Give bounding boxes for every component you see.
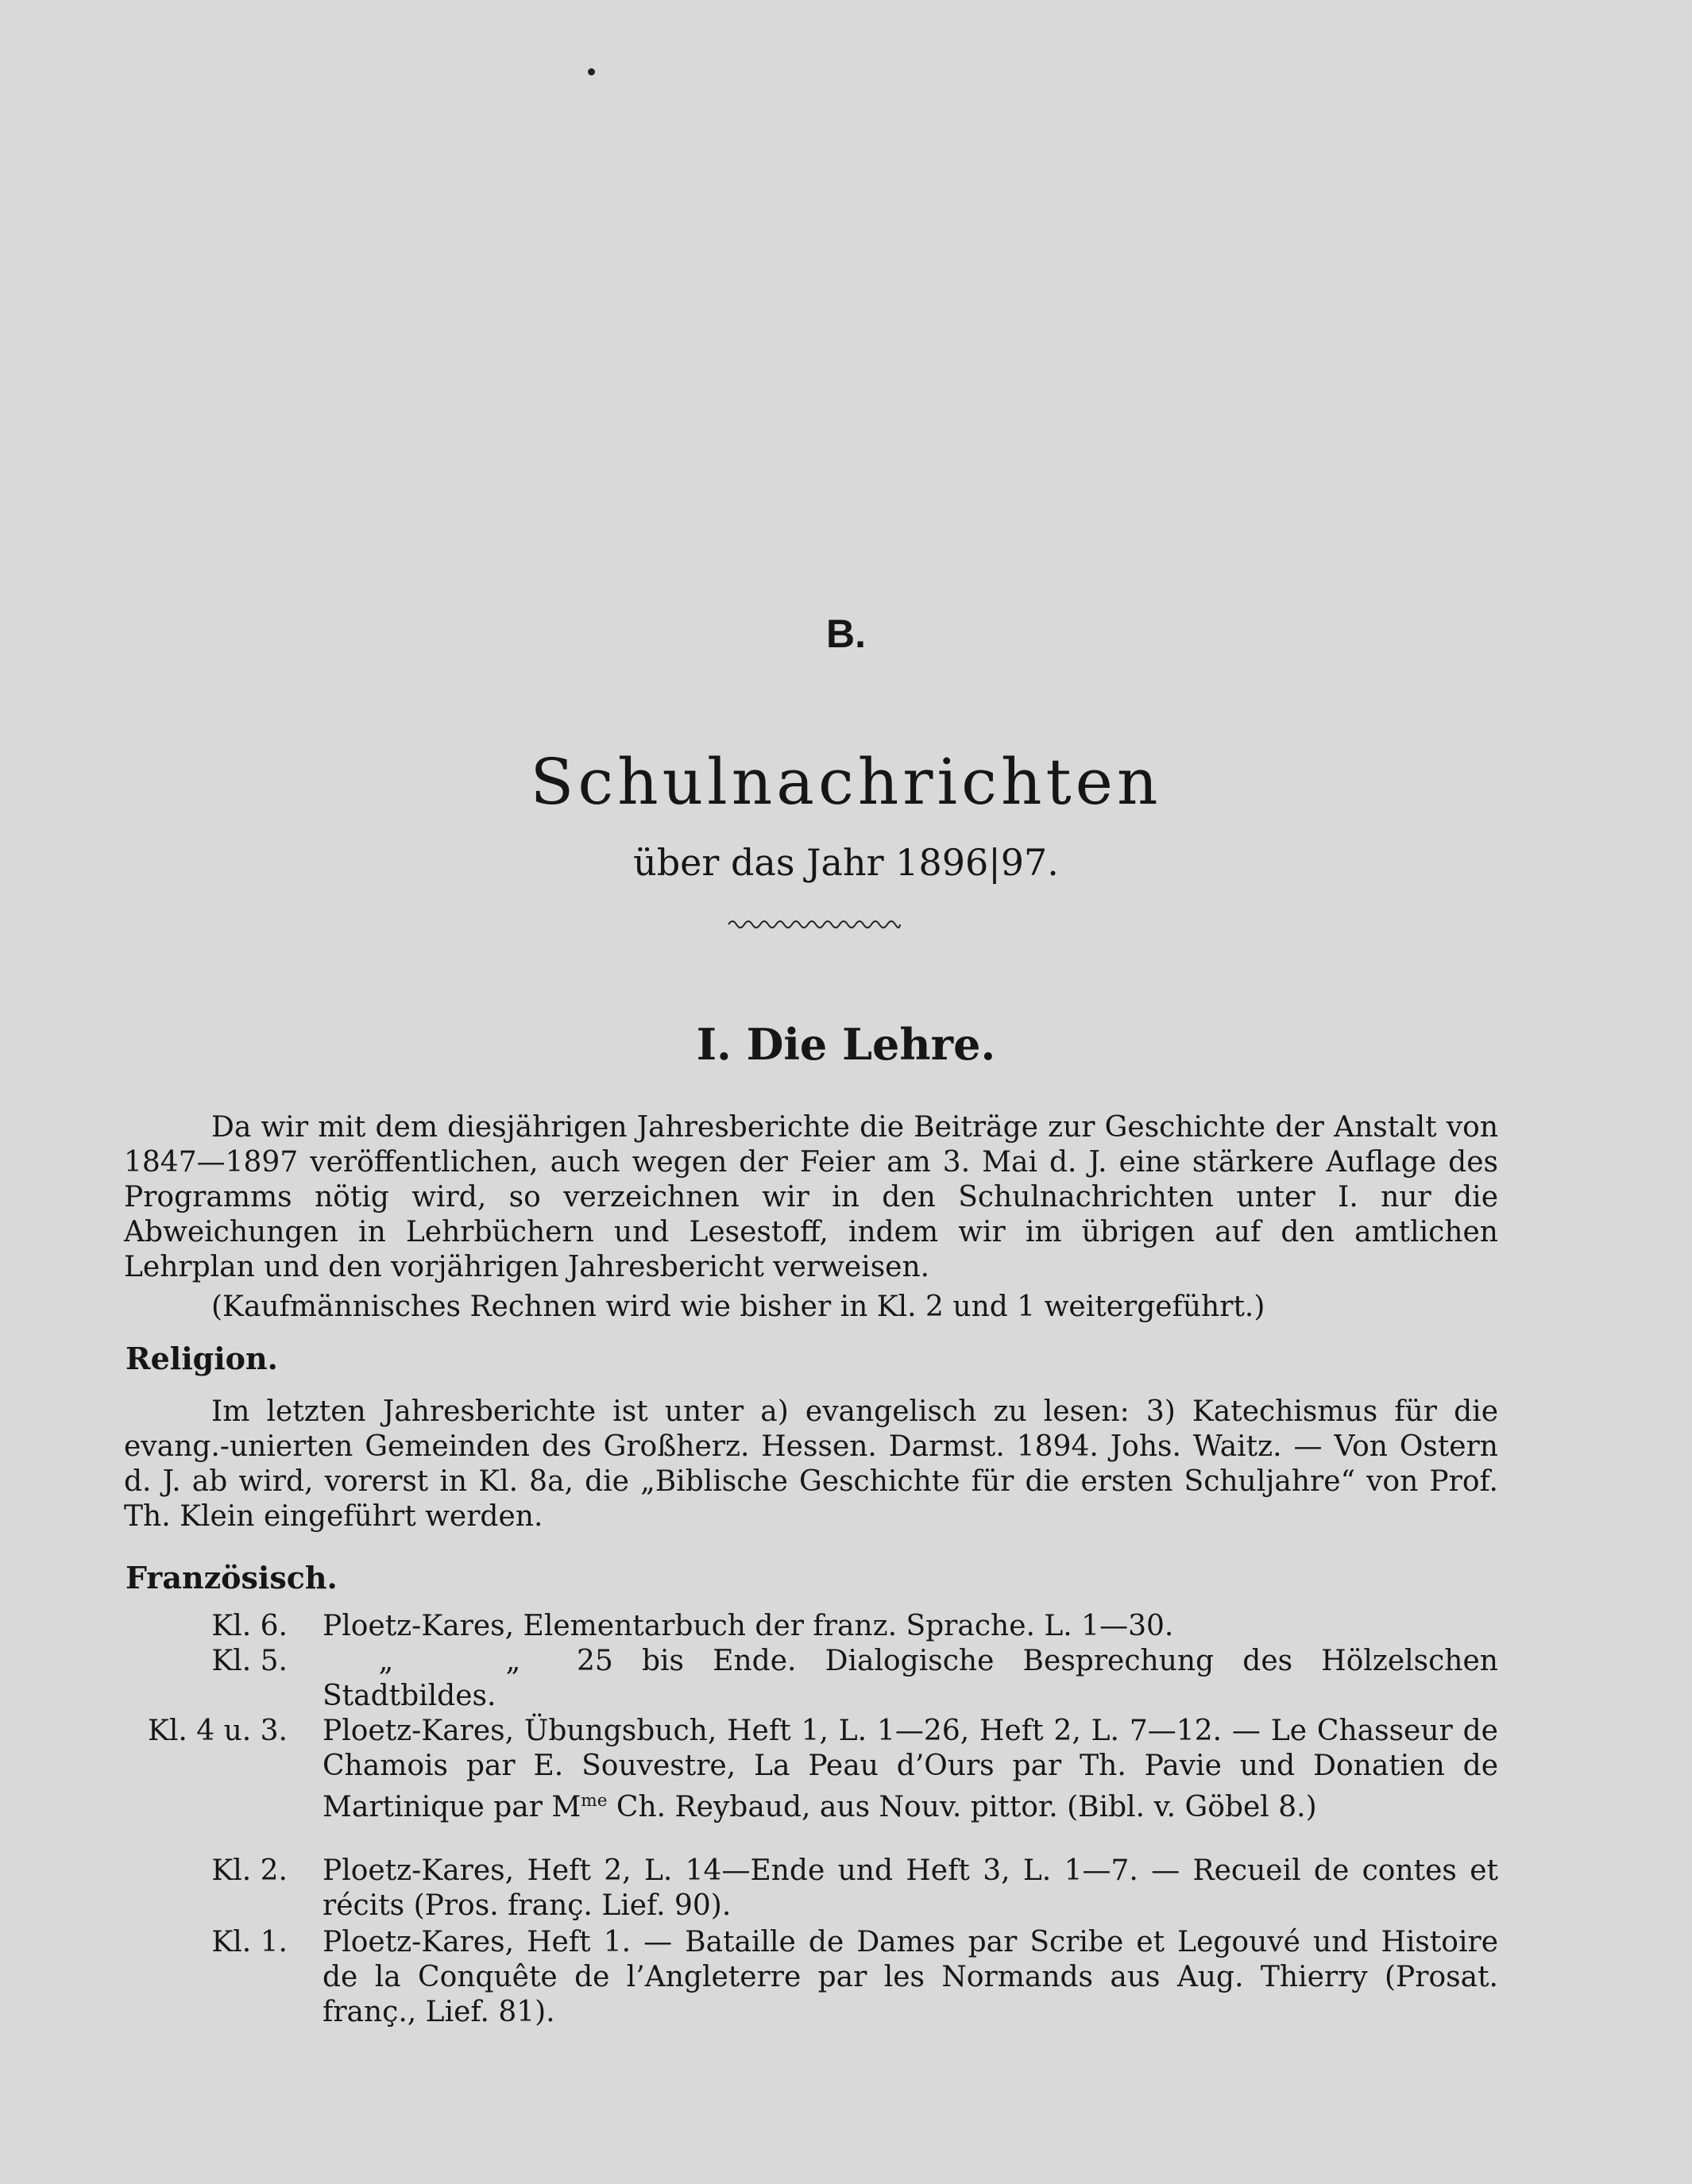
- class-label: Kl. 6.: [211, 1610, 288, 1642]
- class-label: Kl. 5.: [211, 1645, 288, 1677]
- superscript-text: me: [581, 1791, 608, 1811]
- section-heading: I. Die Lehre.: [696, 1019, 996, 1070]
- intro-text: Da wir mit dem diesjährigen Jahresberichte die Beiträge zur Geschichte der Anstalt von 1847—1897 veröffentlichen, auch wegen der Feier am 3. Mai d. J. eine stärkere Auflage des Programms nötig wird, so verzeichnen wir in den Schulnachrichten unter I. nur die Abweichungen in Lehrbüchern und Lesestoff, indem wir im übrigen auf den amtlichen Lehrplan und den vorjährigen Jahresbericht verweisen.: [124, 1111, 1498, 1283]
- page-title: Schulnachrichten: [530, 745, 1162, 819]
- intro-note: (Kaufmännisches Rechnen wird wie bisher in Kl. 2 und 1 weitergeführt.): [211, 1291, 1265, 1323]
- course-entry: [124, 1644, 1498, 1714]
- course-text: Ploetz-Kares, Elementarbuch der franz. Sprache. L. 1—30.: [323, 1610, 1174, 1642]
- course-text: Ploetz-Kares, Heft 2, L. 14—Ende und Heft 3, L. 1—7. — Recueil de contes et récits (Pros. franç. Lief. 90).: [323, 1854, 1498, 1922]
- class-label: Kl. 2.: [211, 1854, 288, 1887]
- intro-paragraph: [124, 1110, 1498, 1285]
- ditto-mark: „: [505, 1645, 521, 1677]
- ink-dot: [588, 68, 595, 75]
- part-letter: B.: [826, 612, 866, 656]
- class-label: Kl. 1.: [211, 1926, 288, 1958]
- course-text: Ch. Reybaud, aus Nouv. pittor. (Bibl. v. Göbel 8.): [607, 1791, 1317, 1823]
- course-entry: [124, 1854, 1498, 1924]
- course-text-wrap: [323, 1714, 1498, 1825]
- religion-text: Im letzten Jahresberichte ist unter a) evangelisch zu lesen: 3) Katechismus für die evang.-unierten Gemeinden des Großherz. Hessen. Darmst. 1894. Johs. Waitz. — Von Ostern d. J. ab wird, vorerst in Kl. 8a, die „Biblische Geschichte für die ersten Schuljahre“ von Prof. Th. Klein eingeführt werden.: [124, 1395, 1498, 1533]
- course-entry: [124, 1925, 1498, 2030]
- course-text-wrap: [323, 1644, 1498, 1714]
- course-entry: [124, 1714, 1498, 1825]
- ditto-mark: „: [378, 1645, 394, 1677]
- course-text: Ploetz-Kares, Übungsbuch, Heft 1, L. 1—26, Heft 2, L. 7—12. — Le Chasseur de Chamois par E. Souvestre, La Peau d’Ours par Th. Pavie und Donatien de Martinique par M: [323, 1715, 1498, 1823]
- course-text: Ploetz-Kares, Heft 1. — Bataille de Dames par Scribe et Legouvé und Histoire de la Conquête de l’Angleterre par les Normands aus Aug. Thierry (Prosat. franç., Lief. 81).: [323, 1926, 1498, 2028]
- religion-paragraph: [124, 1395, 1498, 1534]
- ornament-divider: [727, 912, 902, 936]
- franzoesisch-heading: Französisch.: [126, 1560, 338, 1596]
- course-text: 25 bis Ende. Dialogische Besprechung des Hölzelschen Stadtbildes.: [323, 1645, 1498, 1712]
- page-subtitle: über das Jahr 1896|97.: [633, 841, 1059, 884]
- class-label: Kl. 4 u. 3.: [147, 1715, 288, 1747]
- course-entry: [124, 1609, 1498, 1644]
- religion-heading: Religion.: [126, 1341, 278, 1376]
